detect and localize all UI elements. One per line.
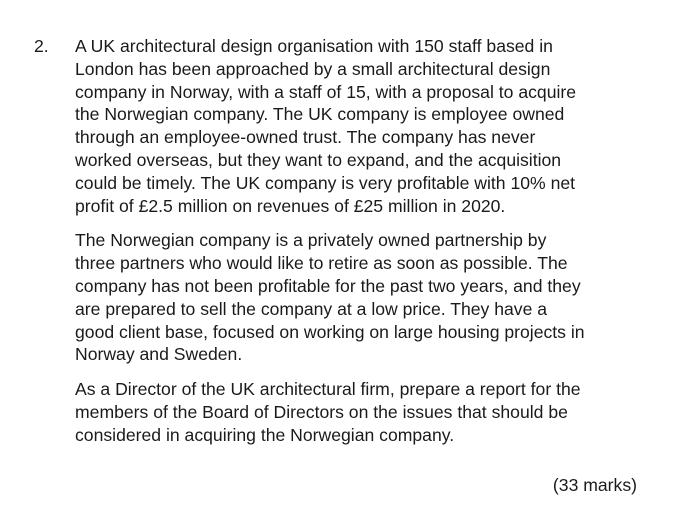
question-body (75, 35, 675, 459)
text-line: are prepared to sell the company at a low price. They have a (75, 298, 548, 319)
text-line: through an employee-owned trust. The company has never (75, 127, 536, 148)
text-line: As a Director of the UK architectural firm, prepare a report for the (75, 379, 581, 400)
paragraph-uk-company (75, 35, 675, 217)
paragraph-norwegian-company (75, 229, 675, 366)
text-line: A UK architectural design organisation with 150 staff based in (75, 36, 553, 56)
text-line: could be timely. The UK company is very profitable with 10% net (75, 172, 576, 193)
text-line: three partners who would like to retire as soon as possible. The (75, 253, 568, 274)
text-line: good client base, focused on working on large housing projects in (75, 321, 585, 342)
text-line: Norway and Sweden. (75, 344, 243, 365)
text-line: company in Norway, with a staff of 15, with a proposal to acquire (75, 81, 577, 102)
text-line: profit of £2.5 million on revenues of £25 million in 2020. (75, 195, 506, 216)
text-line: the Norwegian company. The UK company is employee owned (75, 104, 565, 125)
text-line: company has not been profitable for the past two years, and they (75, 275, 581, 296)
question-number: 2. (34, 36, 49, 56)
marks-label: (33 marks) (552, 475, 637, 495)
text-line: worked overseas, but they want to expand, and the acquisition (75, 149, 562, 170)
text-line: considered in acquiring the Norwegian company. (75, 424, 455, 445)
text-line: London has been approached by a small architectural design (75, 58, 551, 79)
text-line: members of the Board of Directors on the issues that should be (75, 401, 568, 422)
text-line: The Norwegian company is a privately owned partnership by (75, 230, 547, 251)
paragraph-task (75, 378, 675, 446)
